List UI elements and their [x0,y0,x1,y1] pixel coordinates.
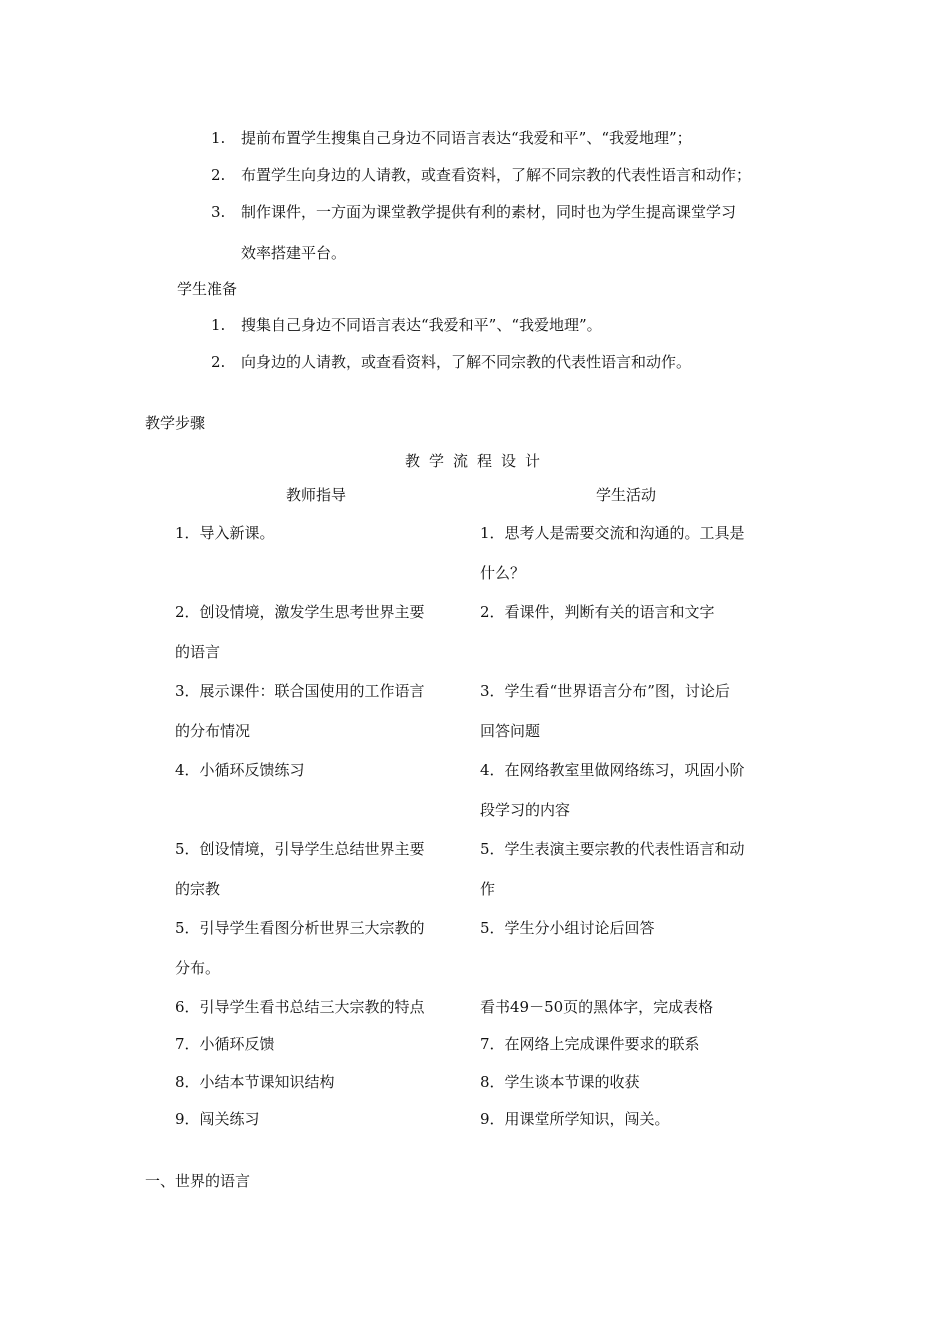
student-step-cont: 回答问题 [480,722,541,740]
student-step: 5．学生表演主要宗教的代表性语言和动 [480,840,745,858]
list-text: 向身边的人请教，或查看资料，了解不同宗教的代表性语言和动作。 [241,353,692,371]
student-step: 5．学生分小组讨论后回答 [480,919,655,937]
student-step: 3．学生看“世界语言分布”图，讨论后 [480,682,730,700]
column-header-teacher: 教师指导 [286,486,347,504]
list-number: 2. [211,166,226,184]
student-step-cont: 作 [480,880,496,898]
list-number: 3. [211,203,226,221]
list-text: 布置学生向身边的人请教，或查看资料，了解不同宗教的代表性语言和动作； [241,166,752,184]
student-step: 7．在网络上完成课件要求的联系 [480,1035,700,1053]
student-step: 8．学生谈本节课的收获 [480,1073,640,1091]
list-text: 搜集自己身边不同语言表达“我爱和平”、“我爱地理”。 [241,316,602,334]
student-step: 2．看课件，判断有关的语言和文字 [480,603,715,621]
teacher-prep-item-2 [211,165,751,185]
student-prep-item-2 [211,352,691,372]
student-step: 1．思考人是需要交流和沟通的。工具是 [480,524,745,542]
teacher-step: 4．小循环反馈练习 [175,761,305,779]
list-text: 制作课件，一方面为课堂教学提供有利的素材，同时也为学生提高课堂学习 [241,203,737,221]
student-step: 看书49－50页的黑体字，完成表格 [480,998,714,1016]
list-text: 提前布置学生搜集自己身边不同语言表达“我爱和平”、“我爱地理”； [241,129,692,147]
teacher-step: 5．创设情境，引导学生总结世界主要 [175,840,425,858]
teacher-step: 9．闯关练习 [175,1110,260,1128]
teacher-step-cont: 的宗教 [175,880,221,898]
teacher-step: 5．引导学生看图分析世界三大宗教的 [175,919,425,937]
student-step: 9．用课堂所学知识，闯关。 [480,1110,670,1128]
teacher-step-cont: 分布。 [175,959,221,977]
table-title: 教学流程设计 [405,452,550,470]
teacher-step-cont: 的语言 [175,643,221,661]
section-heading: 一、世界的语言 [145,1172,251,1190]
student-step-cont: 段学习的内容 [480,801,571,819]
steps-heading: 教学步骤 [145,414,206,432]
student-prep-heading: 学生准备 [177,280,238,298]
student-step: 4．在网络教室里做网络练习，巩固小阶 [480,761,745,779]
teacher-prep-item-3-cont: 效率搭建平台。 [241,244,347,262]
teacher-prep-item-3 [211,202,736,222]
teacher-step: 8．小结本节课知识结构 [175,1073,335,1091]
student-prep-item-1 [211,315,602,335]
student-step-cont: 什么？ [480,564,526,582]
teacher-step: 6．引导学生看书总结三大宗教的特点 [175,998,425,1016]
teacher-step: 3．展示课件：联合国使用的工作语言 [175,682,425,700]
teacher-prep-item-1 [211,128,692,148]
teacher-step: 2．创设情境，激发学生思考世界主要 [175,603,425,621]
list-number: 1. [211,129,226,147]
column-header-student: 学生活动 [596,486,657,504]
list-number: 1. [211,316,226,334]
teacher-step-cont: 的分布情况 [175,722,251,740]
teacher-step: 1．导入新课。 [175,524,275,542]
teacher-step: 7．小循环反馈 [175,1035,275,1053]
list-number: 2. [211,353,226,371]
